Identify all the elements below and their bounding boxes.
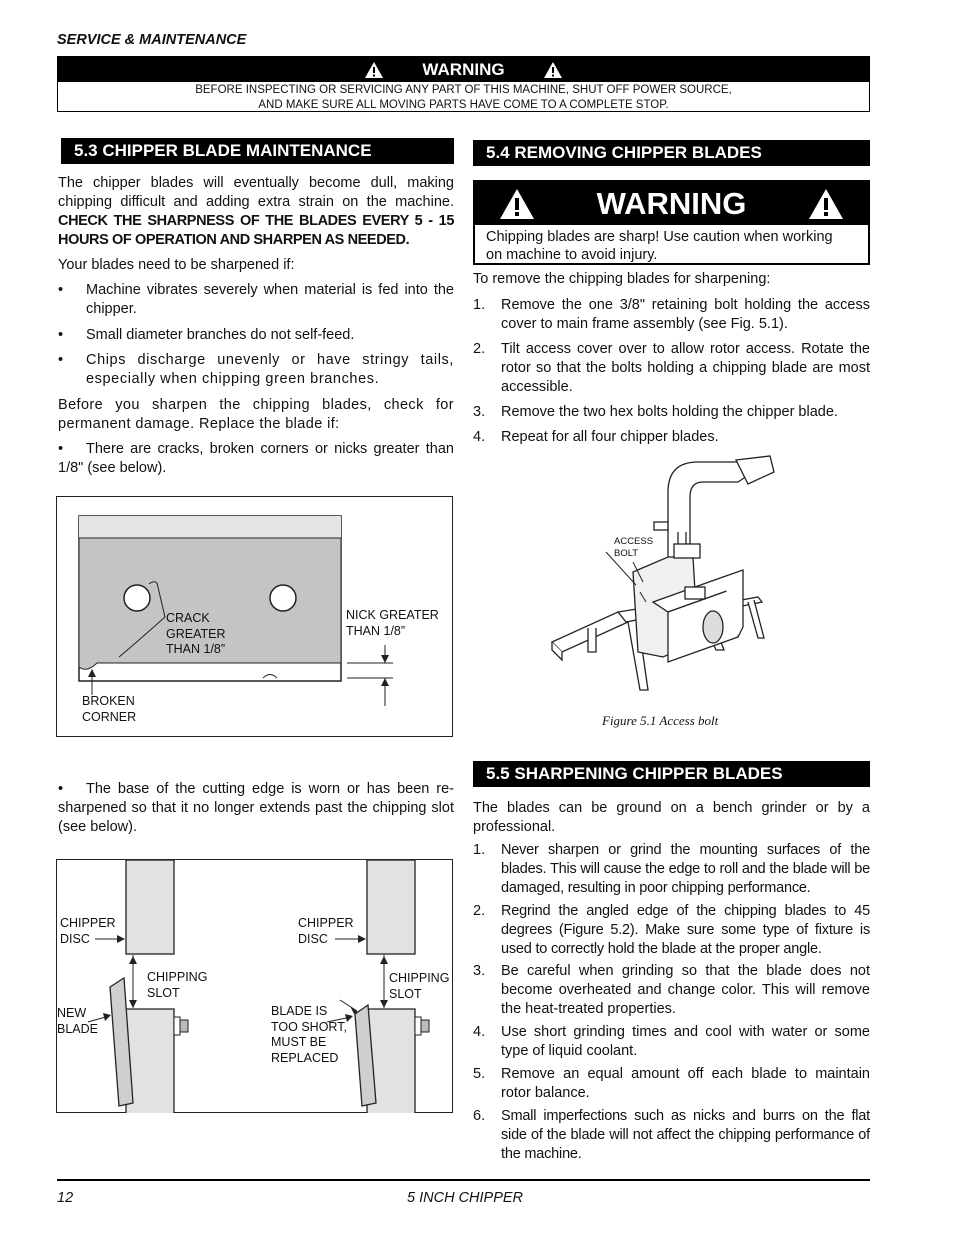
warning-triangle-icon [543, 61, 563, 79]
figure-label-crack: CRACK GREATER THAN 1/8” [166, 611, 226, 656]
safety-warning-box [57, 56, 870, 112]
page-header: SERVICE & MAINTENANCE [57, 32, 247, 48]
section-heading-5-4: 5.4 REMOVING CHIPPER BLADES [473, 140, 870, 166]
list-item: 1. Remove the one 3/8" retaining bolt holding the access cover to main frame assembly (see Fig. 5.1). [473, 297, 870, 332]
figure-label-access-bolt: ACCESS BOLT [614, 536, 654, 559]
damage-bullet: • There are cracks, broken corners or nicks greater than 1/8" (see below). [58, 441, 454, 476]
warning-triangle-icon [364, 61, 384, 79]
figure-label-blade-too-short: BLADE IS TOO SHORT, MUST BE REPLACED [271, 1004, 347, 1065]
warning-text-line: Chipping blades are sharp! Use caution when working [486, 229, 833, 245]
intro-bold-text: CHECK THE SHARPNESS OF THE BLADES EVERY 5 - 15 HOURS OF OPERATION AND SHARPEN AS NEEDED. [58, 213, 454, 248]
list-item: 4. Repeat for all four chipper blades. [473, 429, 719, 445]
figure-label-nick: NICK GREATER THAN 1/8” [346, 608, 439, 638]
figure-caption: Figure 5.1 Access bolt [602, 713, 719, 728]
warning-bar [58, 57, 869, 82]
page-number: 12 [57, 1190, 74, 1206]
chipper-machine-illustration [548, 452, 778, 702]
list-item: 2. Tilt access cover over to allow rotor access. Rotate the rotor so that the bolts holding a chipping blade are most accessible. [473, 341, 870, 395]
chipping-slot-figure [56, 859, 453, 1113]
sharpen-criteria-intro: Your blades need to be sharpened if: [58, 257, 295, 273]
list-item: • Chips discharge unevenly or have stringy tails, especially when chipping green branches. [58, 352, 454, 387]
blade-intro-paragraph [58, 174, 454, 250]
warning-text-line: on machine to avoid injury. [486, 247, 658, 263]
figure-label-chipper-disc: CHIPPER DISC [298, 916, 354, 946]
damage-intro-paragraph: Before you sharpen the chipping blades, check for permanent damage. Replace the blade if: [58, 397, 454, 432]
warning-title: WARNING [422, 59, 505, 79]
list-item: 3. Be careful when grinding so that the blade does not become overheated and change color. This will remove the heat-treated properties. [473, 963, 870, 1017]
warning-triangle-icon [808, 188, 844, 220]
figure-label-broken-corner: BROKEN CORNER [82, 694, 137, 724]
list-item: 3. Remove the two hex bolts holding the chipper blade. [473, 404, 838, 420]
section-heading-5-5: 5.5 SHARPENING CHIPPER BLADES [473, 761, 870, 787]
list-item: 5. Remove an equal amount off each blade to maintain rotor balance. [473, 1066, 870, 1101]
list-item: 2. Regrind the angled edge of the chipping blades to 45 degrees (Figure 5.2). Make sure some type of fixture is used to correctly hold the blade at the proper angle. [473, 903, 870, 957]
sharpening-intro: The blades can be ground on a bench grinder or by a professional. [473, 800, 870, 835]
blade-damage-figure [56, 496, 453, 737]
footer-rule [57, 1179, 870, 1181]
list-item: • Machine vibrates severely when material is fed into the chipper. [58, 282, 454, 317]
figure-label-chipping-slot: CHIPPING SLOT [147, 970, 208, 1000]
list-item: • Small diameter branches do not self-feed. [58, 327, 355, 343]
warning-text-line: BEFORE INSPECTING OR SERVICING ANY PART OF THIS MACHINE, SHUT OFF POWER SOURCE, [195, 84, 732, 96]
warning-title: WARNING [596, 185, 747, 221]
warning-bar [475, 182, 868, 225]
list-item: 1. Never sharpen or grind the mounting surfaces of the blades. This will cause the edge to roll and the blade will be damaged, resulting in poor chipping performance. [473, 842, 870, 896]
intro-text: The chipper blades will eventually become dull, making chipping difficult and adding extra strain on the machine. [58, 175, 454, 210]
sharp-blade-warning-box [473, 180, 870, 265]
list-item: 4. Use short grinding times and cool with water or some type of liquid coolant. [473, 1024, 870, 1059]
figure-label-chipping-slot: CHIPPING SLOT [389, 971, 450, 1001]
warning-text-line: AND MAKE SURE ALL MOVING PARTS HAVE COME TO A COMPLETE STOP. [258, 99, 669, 111]
list-item: 6. Small imperfections such as nicks and burrs on the flat side of the blade will not affect the chipping performance of the machine. [473, 1108, 870, 1162]
warning-triangle-icon [499, 188, 535, 220]
figure-label-new-blade: NEW BLADE [57, 1006, 98, 1036]
removal-intro: To remove the chipping blades for sharpening: [473, 271, 771, 287]
section-heading-5-3: 5.3 CHIPPER BLADE MAINTENANCE [61, 138, 454, 164]
worn-blade-bullet: • The base of the cutting edge is worn or has been re-sharpened so that it no longer extends past the chipping slot (see below). [58, 781, 454, 835]
figure-label-chipper-disc: CHIPPER DISC [60, 916, 116, 946]
document-title: 5 INCH CHIPPER [407, 1190, 524, 1206]
